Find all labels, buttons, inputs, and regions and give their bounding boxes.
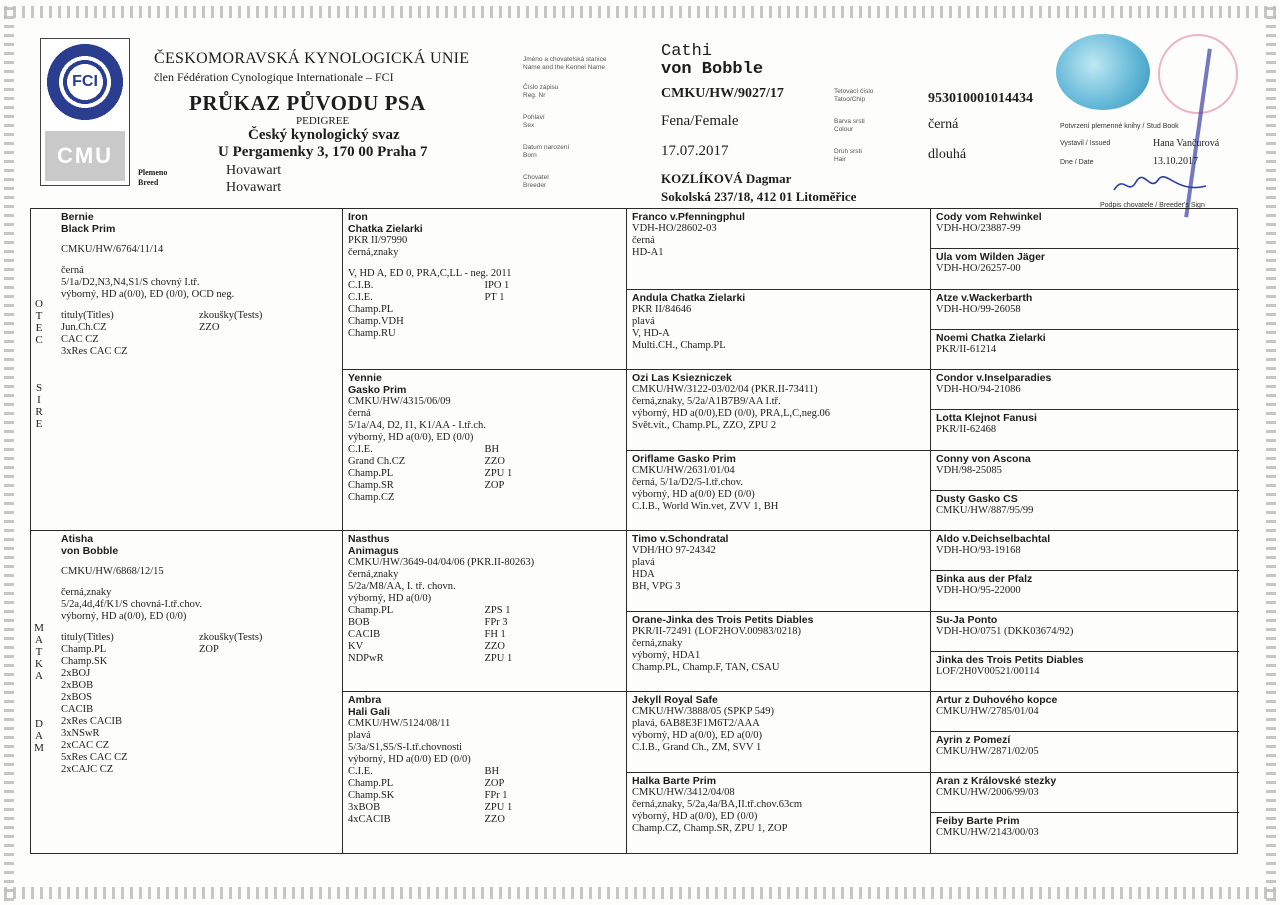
registration-number: CMKU/HW/9027/17 (661, 86, 784, 101)
born-value: 17.07.2017 (661, 143, 729, 159)
pedigree-header (36, 28, 1246, 208)
colour-value: černá (928, 117, 959, 132)
issued-label: Vystavil / Issued (1060, 140, 1111, 147)
sire-cell: Bernie Black Prim CMKU/HW/6764/11/14 černá 5/1a/D2,N3,N4,S1/S chovný I.tř. výborný, HD a(0/0), ED (0/0), OCD neg. tituly(Titles) Jun.Ch.CZ CAC CZ 3xRes CAC CZ zkoušky(Tests) ZZO (31, 209, 343, 531)
gen4-cell: Atze v.Wackerbarth VDH-HO/99-26058 (931, 290, 1239, 330)
side-label-dam: D A M (34, 718, 44, 754)
signature-icon (1106, 172, 1216, 198)
breeder-name: KOZLÍKOVÁ Dagmar (661, 171, 792, 186)
dam-cell: Atisha von Bobble CMKU/HW/6868/12/15 černá,znaky 5/2a,4d,4f/K1/S chovná-I.tř.chov. výborný, HD a(0/0), ED (0/0) tituly(Titles) Champ.PL Champ.SK 2xBOJ 2xBOB 2xBOS CACIB 2xRes CACIB 3xNSwR 2xCAC CZ 5xRes CAC CZ 2xCAJC CZ zkoušky(Tests) ZOP (31, 531, 343, 853)
breeder-address: Sokolská 237/18, 412 01 Litoměřice (661, 189, 857, 204)
gen3-cell: Halka Barte Prim CMKU/HW/3412/04/08 černá,znaky, 5/2a,4a/BA,II.tř.chov.63cm výborný, HD a(0/0), ED (0/0) Champ.CZ, Champ.SR, ZPU 1, ZOP (627, 773, 931, 854)
gen4-cell: Artur z Duhového kopce CMKU/HW/2785/01/04 (931, 692, 1239, 732)
date-label: Dne / Date (1060, 159, 1094, 166)
hair-label: Druh srsti Hair (834, 148, 862, 163)
tattoo-label: Tetovací číslo Tatoo/Chip (834, 88, 874, 103)
fci-logo-icon: FCI (45, 43, 125, 121)
gen4-cell: Jinka des Trois Petits Diables LOF/2H0V00521/00114 (931, 652, 1239, 692)
gen3-cell: Oriflame Gasko Prim CMKU/HW/2631/01/04 černá, 5/1a/D2/5-I.tř.chov. výborný, HD a(0/0) ED (0/0) C.I.B., World Win.vet, ZVV 1, BH (627, 451, 931, 532)
gen4-cell: Aran z Královské stezky CMKU/HW/2006/99/03 (931, 773, 1239, 813)
gen4-cell: Ayrin z Pomezí CMKU/HW/2871/02/05 (931, 732, 1239, 772)
organization-membership: člen Fédération Cynologique Internationale – FCI (154, 70, 394, 84)
issuer-address: U Pergamenky 3, 170 00 Praha 7 (218, 144, 428, 160)
cmu-logo-icon: CMU (45, 131, 125, 181)
hair-value: dlouhá (928, 147, 967, 162)
decorative-border-right (1266, 4, 1276, 901)
tattoo-value: 953010001014434 (928, 91, 1033, 106)
dog-name: Cathi (661, 42, 713, 61)
decorative-border-bottom (4, 887, 1276, 899)
side-label-otec: O T E C (35, 298, 43, 346)
document-subtitle: PEDIGREE (296, 115, 350, 127)
breeder-sign-label: Podpis chovatele / Breeder's Sign (1100, 202, 1205, 209)
issuer-name: Český kynologický svaz (248, 127, 400, 143)
side-label-matka: M A T K A (34, 622, 44, 682)
issued-by: Hana Vančurová (1153, 138, 1220, 149)
born-label: Datum narození Born (523, 144, 570, 159)
gen3-cell: Franco v.Pfenningphul VDH-HO/28602-03 černá HD-A1 (627, 209, 931, 290)
gen3-cell: Ozi Las Ksiezniczek CMKU/HW/3122-03/02/04 (PKR.II-73411) černá,znaky, 5/2a/A1B7B9/AA I.tř. výborný, HD a(0/0),ED (0/0), PRA,L,C,neg.06 Svět.vít., Champ.PL, ZZO, ZPU 2 (627, 370, 931, 451)
gen4-cell: Binka aus der Pfalz VDH-HO/95-22000 (931, 571, 1239, 611)
gen4-cell: Condor v.Inselparadies VDH-HO/94-21086 (931, 370, 1239, 410)
side-label-sire: S I R E (35, 382, 43, 430)
gen2-cell: Yennie Gasko Prim CMKU/HW/4315/06/09 černá 5/1a/A4, D2, I1, K1/AA - I.tř.ch. výborný, HD a(0/0), ED (0/0) C.I.E. BH Grand Ch.CZ ZZO Champ.PL ZPU 1 Champ.SR ZOP Champ.CZ (343, 370, 627, 531)
gen4-cell: Su-Ja Ponto VDH-HO/0751 (DKK03674/92) (931, 612, 1239, 652)
stamp-icon (1158, 34, 1238, 114)
gen4-cell: Cody vom Rehwinkel VDH-HO/23887-99 (931, 209, 1239, 249)
reg-label: Číslo zápisu Reg. Nr (523, 84, 559, 99)
gen3-cell: Orane-Jinka des Trois Petits Diables PKR/II-72491 (LOF2HOV.00983/0218) černá,znaky výborný, HDA1 Champ.PL, Champ.F, TAN, CSAU (627, 612, 931, 693)
issue-date: 13.10.2017 (1153, 156, 1198, 167)
sex-label: Pohlaví Sex (523, 114, 545, 129)
breeder-label: Chovatel Breeder (523, 174, 549, 189)
breed-label: Plemeno Breed (138, 168, 168, 187)
gen2-cell: Ambra Hali Gali CMKU/HW/5124/08/11 plavá 5/3a/S1,S5/S-I.tř.chovnosti výborný, HD a(0/0) ED (0/0) C.I.E. BH Champ.PL ZOP Champ.SK FPr 1 3xBOB ZPU 1 4xCACIB ZZO (343, 692, 627, 853)
gen4-cell: Dusty Gasko CS CMKU/HW/887/95/99 (931, 491, 1239, 531)
organization-name: ČESKOMORAVSKÁ KYNOLOGICKÁ UNIE (154, 50, 470, 67)
document-title: PRŮKAZ PŮVODU PSA (189, 91, 426, 115)
gen3-cell: Andula Chatka Zielarki PKR II/84646 plavá V, HD-A Multi.CH., Champ.PL (627, 290, 931, 371)
gen4-cell: Conny von Ascona VDH/98-25085 (931, 451, 1239, 491)
gen4-cell: Noemi Chatka Zielarki PKR/II-61214 (931, 330, 1239, 370)
logo-box (40, 38, 130, 186)
colour-label: Barva srsti Colour (834, 118, 865, 133)
decorative-border-top (4, 6, 1276, 18)
breed-value: Hovawart Hovawart (226, 163, 282, 195)
sex-value: Fena/Female (661, 113, 739, 129)
gen4-cell: Ula vom Wilden Jäger VDH-HO/26257-00 (931, 249, 1239, 289)
name-label: Jméno a chovatelská stanice Name and the Kennel Name (523, 56, 607, 71)
hologram-icon (1056, 34, 1150, 110)
gen3-cell: Timo v.Schondratal VDH/HO 97-24342 plavá HDA BH, VPG 3 (627, 531, 931, 612)
dog-kennel-name: von Bobble (661, 60, 764, 79)
pedigree-table (30, 208, 1238, 854)
gen4-cell: Aldo v.Deichselbachtal VDH-HO/93-19168 (931, 531, 1239, 571)
gen3-cell: Jekyll Royal Safe CMKU/HW/3888/05 (SPKP 549) plavá, 6AB8E3F1M6T2/AAA výborný, HD a(0/0), ED a(0/0) C.I.B., Grand Ch., ZM, SVV 1 (627, 692, 931, 773)
gen2-cell: Nasthus Animagus CMKU/HW/3649-04/04/06 (PKR.II-80263) černá,znaky 5/2a/M8/AA, I. tř. chovn. výborný, HD a(0/0) Champ.PL ZPS 1 BOB FPr 3 CACIB FH 1 KV ZZO NDPwR ZPU 1 (343, 531, 627, 692)
gen4-cell: Lotta Klejnot Fanusi PKR/II-62468 (931, 410, 1239, 450)
stud-book-label: Potvrzení plemenné knihy / Stud Book (1060, 123, 1179, 130)
gen4-cell: Feiby Barte Prim CMKU/HW/2143/00/03 (936, 814, 1039, 838)
decorative-border-left (4, 4, 14, 901)
gen2-cell: Iron Chatka Zielarki PKR II/97990 černá,znaky V, HD A, ED 0, PRA,C,LL - neg. 2011 C.I.B. IPO 1 C.I.E. PT 1 Champ.PL Champ.VDH Champ.RU (343, 209, 627, 370)
